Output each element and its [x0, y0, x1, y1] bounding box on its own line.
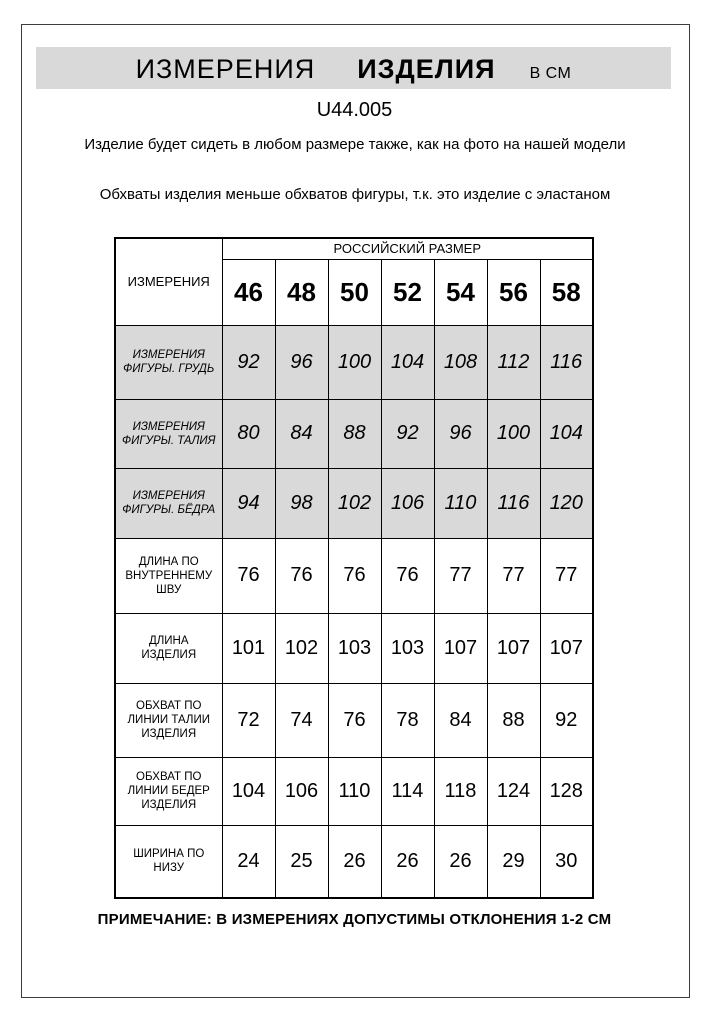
header-title: [136, 54, 572, 85]
value-cell: 25: [275, 825, 328, 898]
value-cell: 102: [328, 468, 381, 538]
value-cell: 76: [328, 538, 381, 613]
header-title-product: ИЗДЕЛИЯ: [357, 54, 496, 84]
size-column-header: 56: [487, 259, 540, 325]
value-cell: 26: [381, 825, 434, 898]
value-cell: 116: [540, 325, 593, 399]
value-cell: 96: [275, 325, 328, 399]
value-cell: 116: [487, 468, 540, 538]
value-cell: 104: [540, 399, 593, 468]
value-cell: 30: [540, 825, 593, 898]
header-unit-label: В СМ: [529, 65, 572, 82]
value-cell: 88: [328, 399, 381, 468]
table-row: [115, 757, 593, 825]
header-row-group: [115, 238, 593, 259]
header-title-measurements: ИЗМЕРЕНИЯ: [135, 54, 316, 84]
elastane-note-paragraph: Обхваты изделия меньше обхватов фигуры, т.к. это изделие с эластаном: [99, 186, 611, 203]
value-cell: 24: [222, 825, 275, 898]
value-cell: 92: [540, 683, 593, 757]
value-cell: 77: [540, 538, 593, 613]
value-cell: 100: [328, 325, 381, 399]
value-cell: 112: [487, 325, 540, 399]
tolerance-note: ПРИМЕЧАНИЕ: В ИЗМЕРЕНИЯХ ДОПУСТИМЫ ОТКЛОНЕНИЯ 1-2 СМ: [97, 911, 612, 928]
value-cell: 84: [434, 683, 487, 757]
value-cell: 107: [487, 613, 540, 683]
value-cell: 101: [222, 613, 275, 683]
value-cell: 72: [222, 683, 275, 757]
table-row: [115, 683, 593, 757]
row-label-cell: ИЗМЕРЕНИЯ ФИГУРЫ. БЁДРА: [115, 468, 222, 538]
value-cell: 107: [434, 613, 487, 683]
value-cell: 108: [434, 325, 487, 399]
value-cell: 74: [275, 683, 328, 757]
table-row: [115, 825, 593, 898]
value-cell: 103: [328, 613, 381, 683]
measurements-corner-cell: ИЗМЕРЕНИЯ: [115, 238, 222, 325]
value-cell: 120: [540, 468, 593, 538]
size-column-header: 46: [222, 259, 275, 325]
size-column-header: 58: [540, 259, 593, 325]
header-band: [36, 47, 671, 89]
row-label-cell: ДЛИНА ПО ВНУТРЕННЕМУ ШВУ: [115, 538, 222, 613]
table-row: [115, 325, 593, 399]
value-cell: 106: [275, 757, 328, 825]
value-cell: 76: [328, 683, 381, 757]
value-cell: 26: [328, 825, 381, 898]
table-row: [115, 538, 593, 613]
value-cell: 114: [381, 757, 434, 825]
row-label-cell: ИЗМЕРЕНИЯ ФИГУРЫ. ТАЛИЯ: [115, 399, 222, 468]
value-cell: 100: [487, 399, 540, 468]
value-cell: 76: [222, 538, 275, 613]
value-cell: 110: [328, 757, 381, 825]
row-label-cell: ШИРИНА ПО НИЗУ: [115, 825, 222, 898]
fit-note-paragraph: Изделие будет сидеть в любом размере также, как на фото на нашей модели: [84, 136, 626, 153]
value-cell: 76: [381, 538, 434, 613]
value-cell: 92: [222, 325, 275, 399]
size-column-header: 54: [434, 259, 487, 325]
value-cell: 124: [487, 757, 540, 825]
table-row: [115, 468, 593, 538]
value-cell: 88: [487, 683, 540, 757]
size-column-header: 48: [275, 259, 328, 325]
value-cell: 102: [275, 613, 328, 683]
value-cell: 98: [275, 468, 328, 538]
value-cell: 96: [434, 399, 487, 468]
row-label-cell: ОБХВАТ ПО ЛИНИИ ТАЛИИ ИЗДЕЛИЯ: [115, 683, 222, 757]
value-cell: 104: [381, 325, 434, 399]
value-cell: 107: [540, 613, 593, 683]
value-cell: 103: [381, 613, 434, 683]
russian-size-header-cell: РОССИЙСКИЙ РАЗМЕР: [222, 238, 593, 259]
size-table: [114, 237, 594, 899]
value-cell: 29: [487, 825, 540, 898]
row-label-cell: ИЗМЕРЕНИЯ ФИГУРЫ. ГРУДЬ: [115, 325, 222, 399]
size-column-header: 50: [328, 259, 381, 325]
size-column-header: 52: [381, 259, 434, 325]
row-label-cell: ДЛИНА ИЗДЕЛИЯ: [115, 613, 222, 683]
table-row: [115, 399, 593, 468]
row-label-cell: ОБХВАТ ПО ЛИНИИ БЕДЕР ИЗДЕЛИЯ: [115, 757, 222, 825]
value-cell: 77: [434, 538, 487, 613]
table-row: [115, 613, 593, 683]
value-cell: 26: [434, 825, 487, 898]
value-cell: 104: [222, 757, 275, 825]
value-cell: 80: [222, 399, 275, 468]
value-cell: 128: [540, 757, 593, 825]
article-code: U44.005: [316, 99, 393, 121]
value-cell: 76: [275, 538, 328, 613]
value-cell: 118: [434, 757, 487, 825]
value-cell: 106: [381, 468, 434, 538]
value-cell: 78: [381, 683, 434, 757]
value-cell: 84: [275, 399, 328, 468]
value-cell: 92: [381, 399, 434, 468]
value-cell: 94: [222, 468, 275, 538]
value-cell: 77: [487, 538, 540, 613]
value-cell: 110: [434, 468, 487, 538]
